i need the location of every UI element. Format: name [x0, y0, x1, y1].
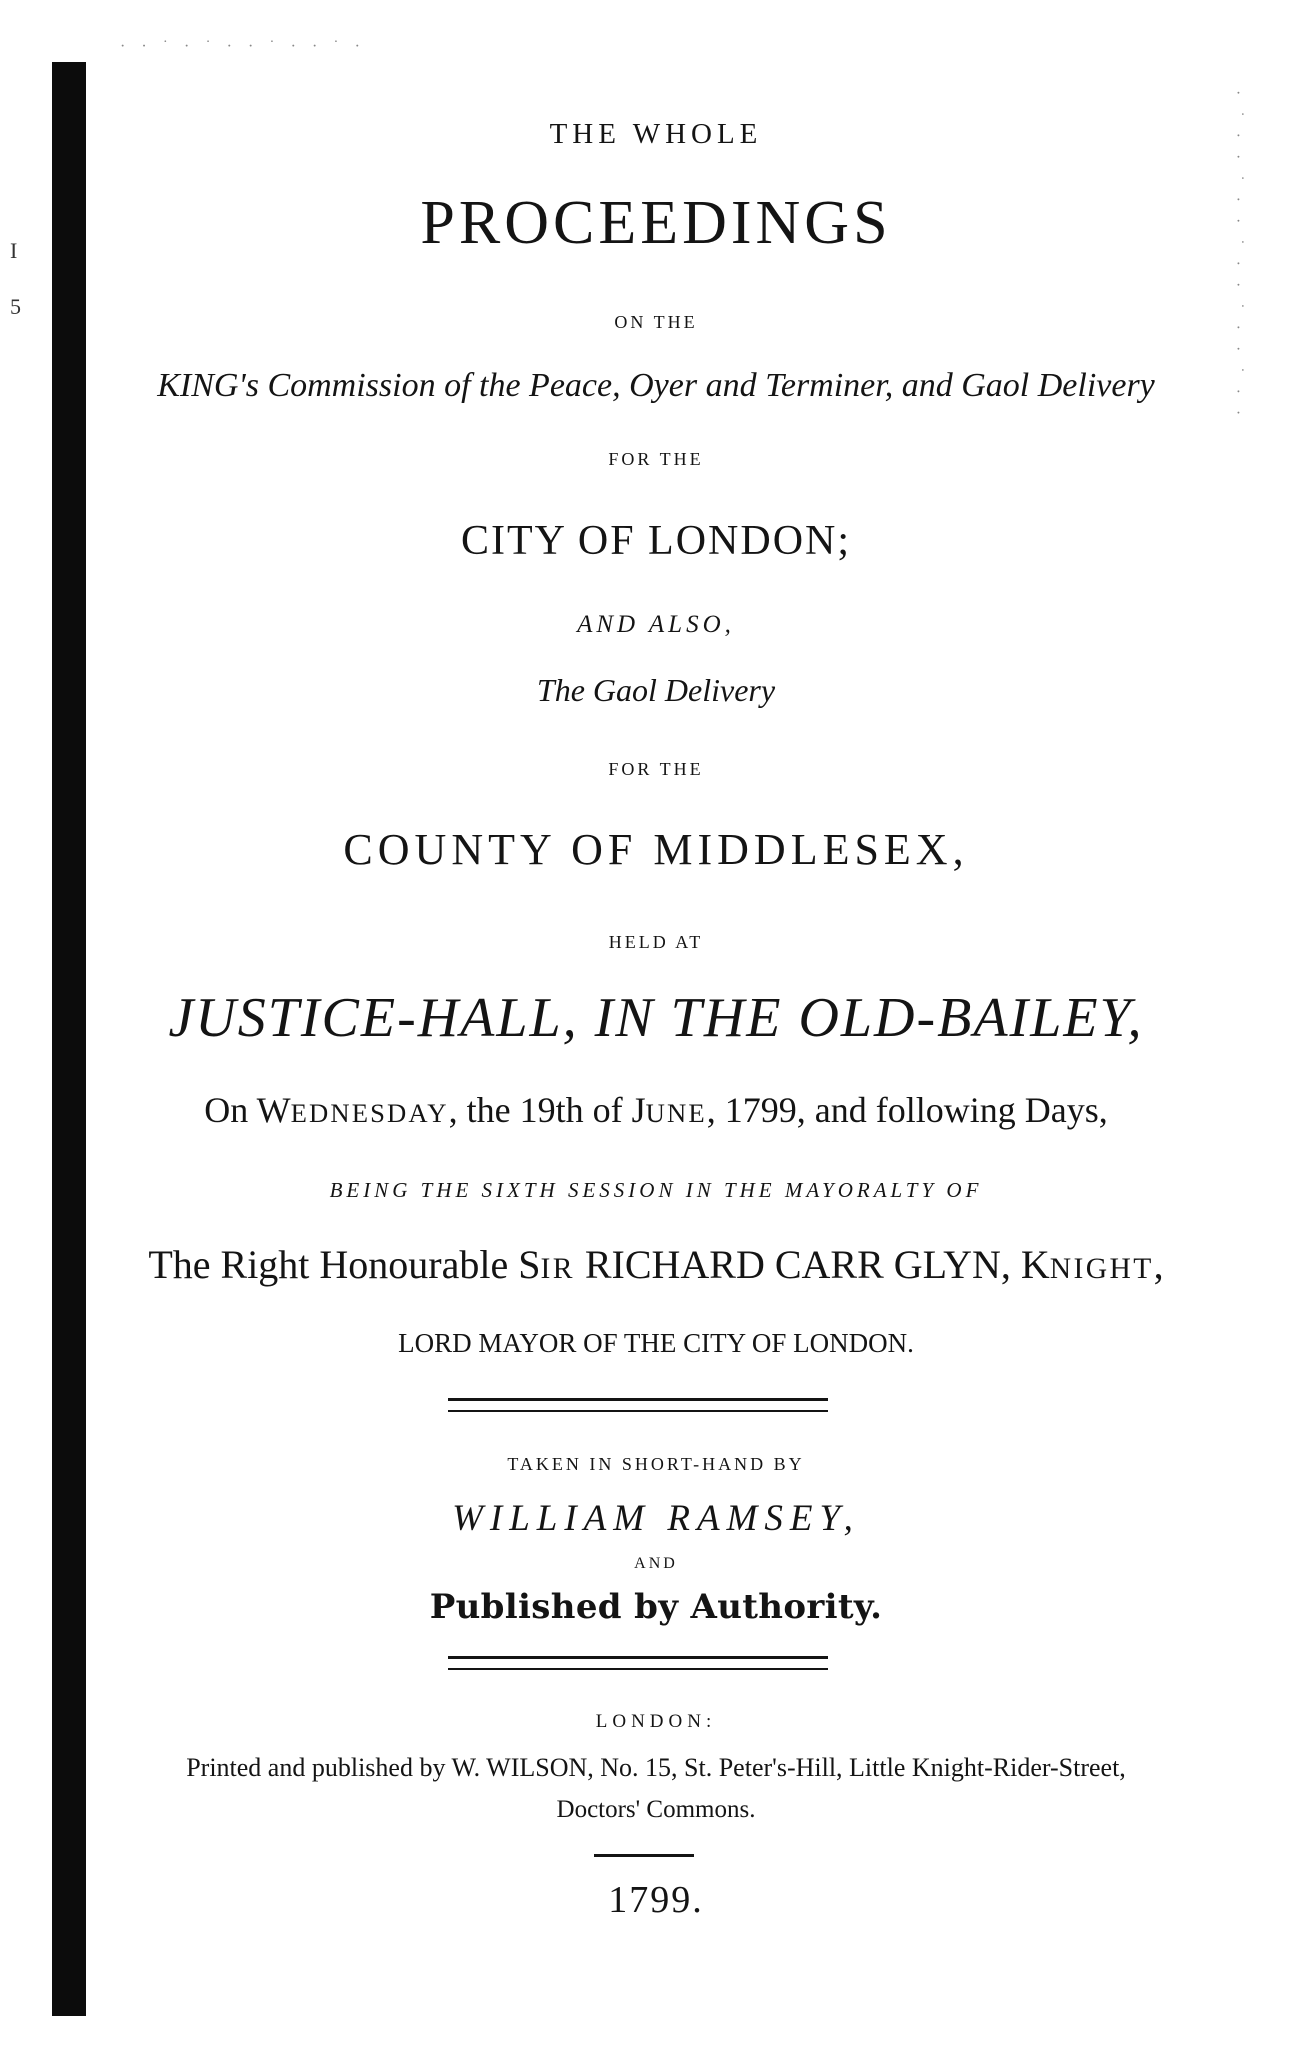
- print-speckle: · ˙ · · ˙ · · ˙ · · ˙ · · ˙ · ·: [1229, 90, 1246, 422]
- authority-line: Published by Authority.: [429, 1587, 883, 1627]
- date-month: UNE: [645, 1098, 707, 1128]
- city-heading: CITY OF LONDON;: [460, 518, 852, 564]
- title-line-1: THE WHOLE: [549, 118, 763, 150]
- date-line: [86, 1092, 1226, 1128]
- divider-short-rule: [594, 1854, 694, 1857]
- date-prefix: On W: [204, 1090, 291, 1130]
- mayor-suffix: ,: [1153, 1242, 1164, 1287]
- imprint-address: Doctors' Commons.: [556, 1796, 756, 1823]
- shorthand-line: TAKEN IN SHORT-HAND BY: [507, 1454, 805, 1474]
- connector-held-at: HELD AT: [608, 932, 704, 952]
- and-also-line: AND ALSO,: [577, 611, 735, 638]
- date-weekday: EDNESDAY: [290, 1098, 449, 1128]
- mayor-rank: NIGHT: [1049, 1253, 1154, 1285]
- date-suffix: , 1799, and following Days,: [706, 1090, 1108, 1130]
- mayor-line: [86, 1242, 1226, 1287]
- commission-line: KING's Commission of the Peace, Oyer and Terminer, and Gaol Delivery: [157, 367, 1155, 404]
- connector-on-the: ON THE: [614, 312, 698, 332]
- mayor-prefix: The Right Honourable S: [148, 1242, 541, 1287]
- connector-for-the: FOR THE: [608, 449, 704, 469]
- gaol-delivery-line: The Gaol Delivery: [536, 672, 776, 708]
- lord-mayor-line: LORD MAYOR OF THE CITY OF LONDON.: [398, 1328, 914, 1358]
- mayor-title: IR: [540, 1253, 575, 1285]
- date-middle: , the 19th of J: [448, 1090, 646, 1130]
- reporter-name: WILLIAM RAMSEY,: [452, 1498, 860, 1539]
- main-title: PROCEEDINGS: [420, 189, 892, 257]
- county-heading: COUNTY OF MIDDLESEX,: [343, 825, 969, 874]
- divider-double-rule-1: [448, 1398, 828, 1412]
- session-line: BEING THE SIXTH SESSION IN THE MAYORALTY OF: [329, 1178, 983, 1202]
- imprint-printer: Printed and published by W. WILSON, No. 15, St. Peter's-Hill, Little Knight-Rider-Street,: [186, 1753, 1126, 1782]
- imprint-year: 1799.: [608, 1879, 704, 1921]
- venue-heading: JUSTICE-HALL, IN THE OLD-BAILEY,: [168, 987, 1144, 1049]
- connector-and: AND: [634, 1555, 678, 1572]
- margin-mark: 5: [10, 294, 21, 319]
- print-speckle: · · ˙ · ˙ · · ˙ · · ˙ ·: [120, 38, 366, 55]
- binding-edge: [52, 62, 86, 2016]
- mayor-name: RICHARD CARR GLYN, K: [574, 1242, 1050, 1287]
- connector-for-the-2: FOR THE: [608, 759, 704, 779]
- margin-mark: I: [10, 238, 18, 263]
- imprint-city: LONDON:: [595, 1711, 717, 1732]
- divider-double-rule-2: [448, 1656, 828, 1670]
